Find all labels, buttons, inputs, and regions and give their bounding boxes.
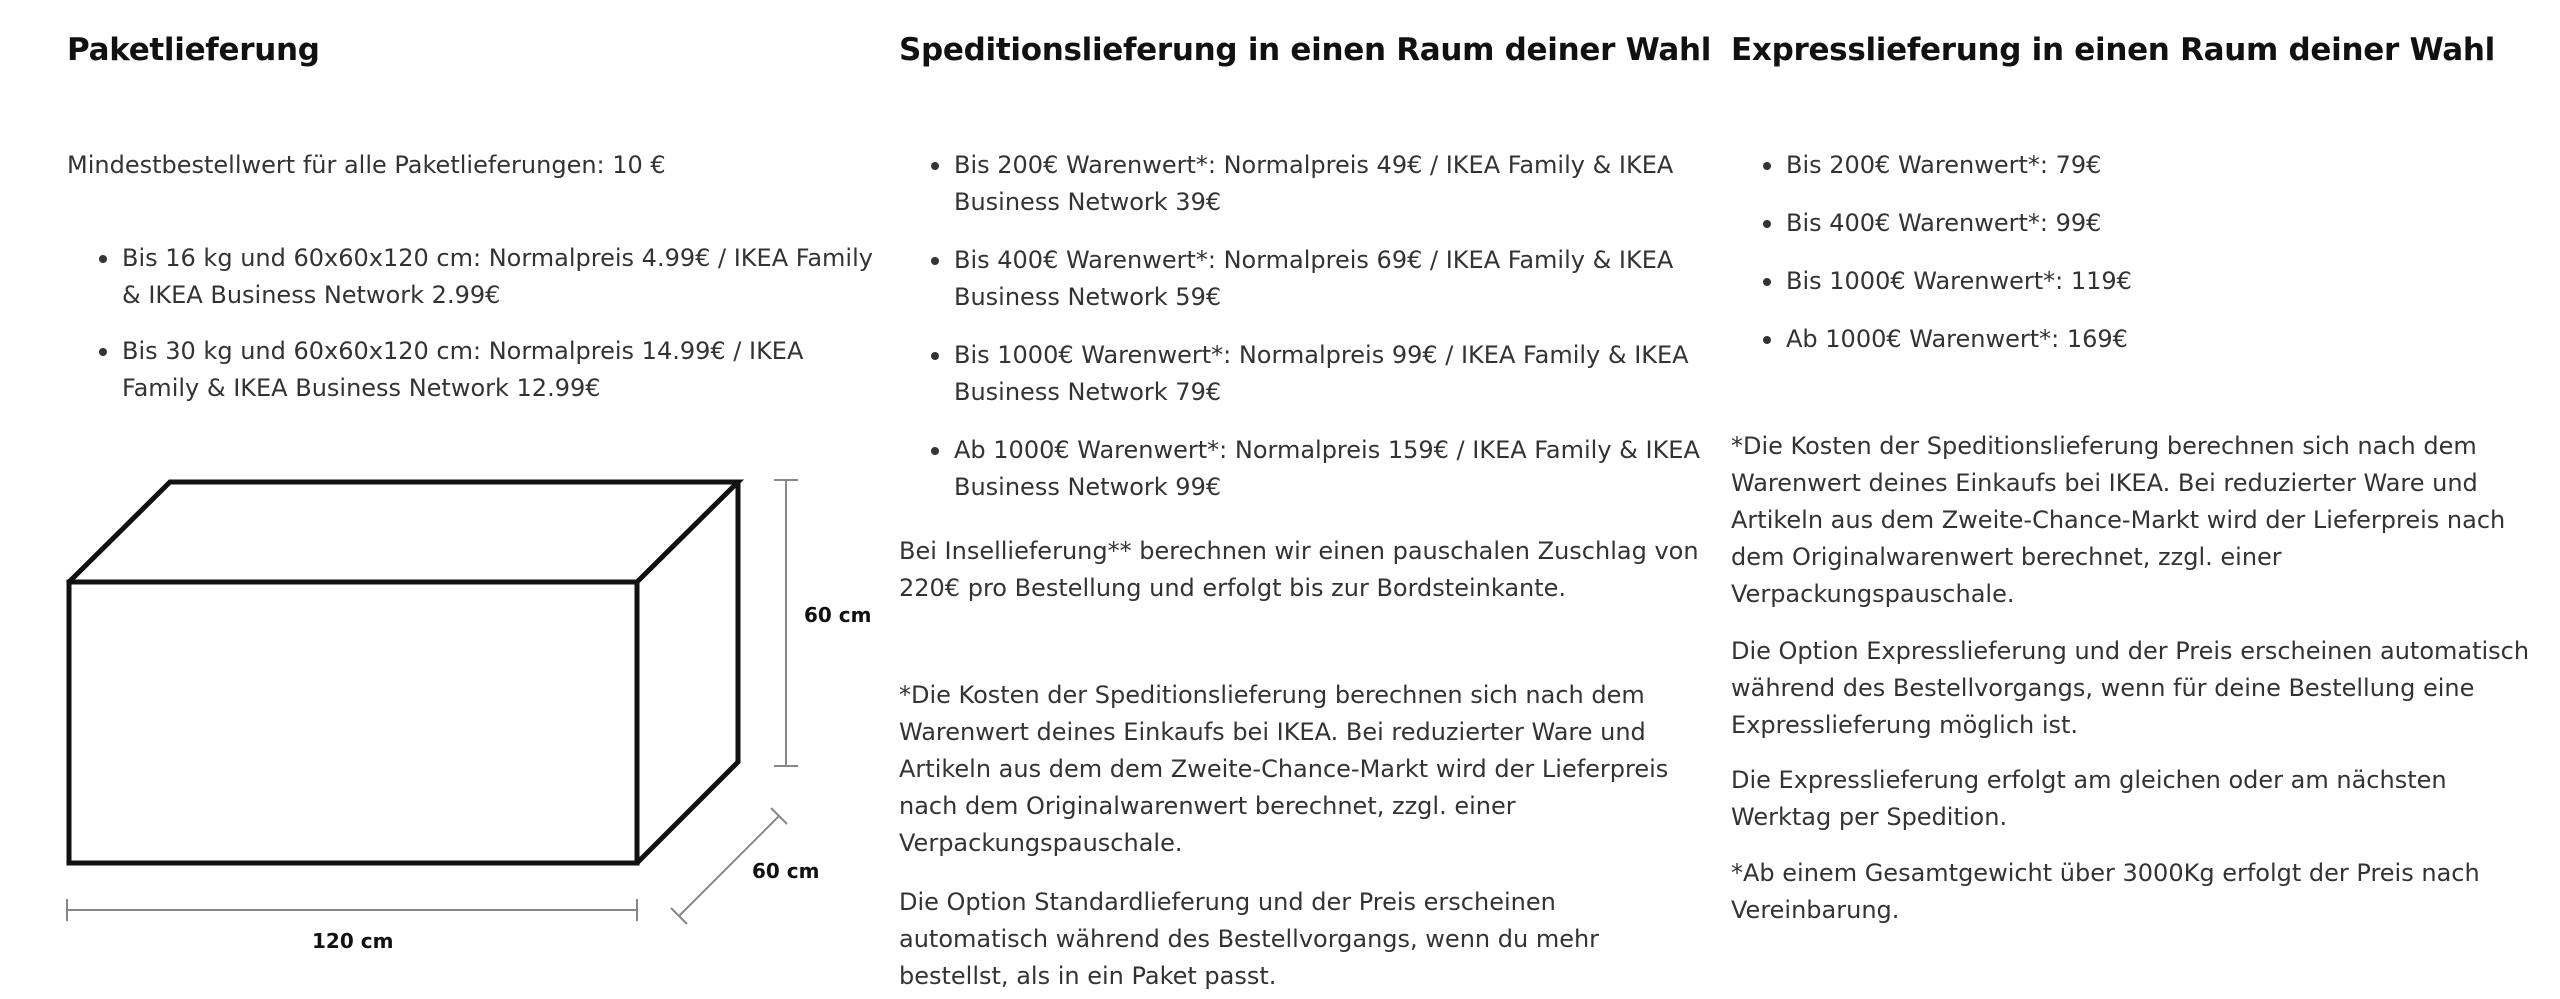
paket-title: Paketlieferung <box>67 32 320 68</box>
width-dimension-line <box>67 899 637 921</box>
standard-delivery-option-text: Die Option Standardlieferung und der Preis erscheinen automatisch während des Bestellvorgangs, wenn du mehr bestellst, als in ein Paket passt. <box>899 888 1600 990</box>
paket-price-list <box>67 240 887 407</box>
width-label: 120 cm <box>312 929 394 953</box>
list-item: Bis 1000€ Warenwert*: Normalpreis 99€ / IKEA Family & IKEA Business Network 79€ <box>899 337 1704 411</box>
spedition-price-list <box>899 147 1704 506</box>
express-price-list <box>1731 147 2531 358</box>
express-timing-text: Die Expresslieferung erfolgt am gleichen oder am nächsten Werktag per Spedition. <box>1731 766 2447 831</box>
list-item: Bis 200€ Warenwert*: 79€ <box>1731 147 2531 184</box>
package-dimensions-diagram <box>0 460 900 980</box>
list-item: Bis 200€ Warenwert*: Normalpreis 49€ / IKEA Family & IKEA Business Network 39€ <box>899 147 1704 221</box>
list-item: Ab 1000€ Warenwert*: Normalpreis 159€ / IKEA Family & IKEA Business Network 99€ <box>899 432 1704 506</box>
depth-label: 60 cm <box>752 859 820 883</box>
height-label: 60 cm <box>804 603 872 627</box>
list-item: Bis 1000€ Warenwert*: 119€ <box>1731 263 2531 300</box>
box-top-face <box>69 482 738 582</box>
list-item: Bis 400€ Warenwert*: Normalpreis 69€ / IKEA Family & IKEA Business Network 59€ <box>899 242 1704 316</box>
list-item: Bis 30 kg und 60x60x120 cm: Normalpreis 14.99€ / IKEA Family & IKEA Business Network 12.99€ <box>67 333 887 407</box>
list-item: Bis 400€ Warenwert*: 99€ <box>1731 205 2531 242</box>
list-item: Bis 16 kg und 60x60x120 cm: Normalpreis 4.99€ / IKEA Family & IKEA Business Network 2.99€ <box>67 240 887 314</box>
express-cost-note: *Die Kosten der Speditionslieferung berechnen sich nach dem Warenwert deines Einkaufs bei IKEA. Bei reduzierter Ware und Artikeln aus dem Zweite-Chance-Markt wird der Lieferpreis nach dem Originalwarenwert berechnet, zzgl. einer Verpackungspauschale. <box>1731 432 2506 608</box>
box-front-face <box>69 582 637 863</box>
spedition-title: Speditionslieferung in einen Raum deiner Wahl <box>899 32 1712 68</box>
express-weight-note: *Ab einem Gesamtgewicht über 3000Kg erfolgt der Preis nach Vereinbarung. <box>1731 859 2480 924</box>
island-delivery-text: Bei Insellieferung** berechnen wir einen pauschalen Zuschlag von 220€ pro Bestellung und erfolgt bis zur Bordsteinkante. <box>899 537 1699 602</box>
express-option-text: Die Option Expresslieferung und der Preis erscheinen automatisch während des Bestellvorgangs, wenn für deine Bestellung eine Expresslieferung möglich ist. <box>1731 637 2530 739</box>
list-item: Ab 1000€ Warenwert*: 169€ <box>1731 321 2531 358</box>
box-side-face <box>637 482 738 863</box>
height-dimension-line <box>774 480 798 766</box>
paket-min-order: Mindestbestellwert für alle Paketlieferungen: 10 € <box>67 151 666 179</box>
spedition-cost-note: *Die Kosten der Speditionslieferung berechnen sich nach dem Warenwert deines Einkaufs bei IKEA. Bei reduzierter Ware und Artikeln aus dem dem Zweite-Chance-Markt wird der Lieferpreis nach dem Originalwarenwert berechnet, zzgl. einer Verpackungspauschale. <box>899 681 1669 857</box>
express-title: Expresslieferung in einen Raum deiner Wahl <box>1731 32 2495 68</box>
